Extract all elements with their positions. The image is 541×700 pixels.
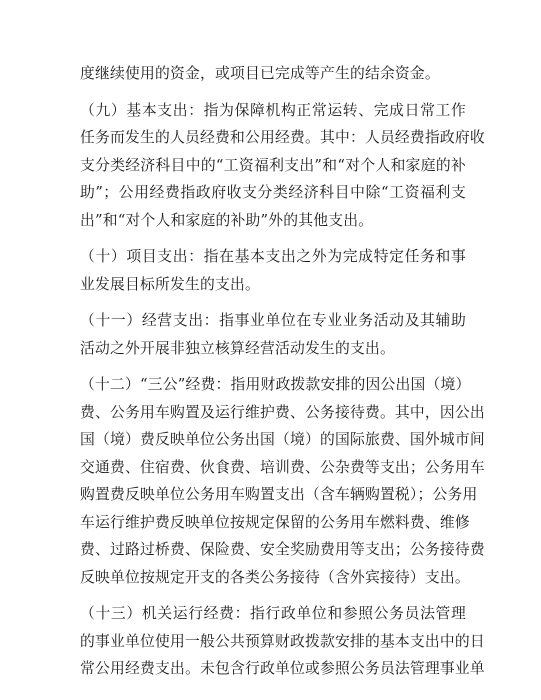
paragraph-basic-expenditure — [80, 97, 485, 235]
paragraph-three-public-expenses — [80, 371, 485, 591]
text-line: 费、公务用车购置及运行维护费、公务接待费。其中，因公出 — [80, 403, 485, 421]
text-line: 任务而发生的人员经费和公用经费。其中：人员经费指政府收 — [80, 129, 485, 146]
text-line: 活动之外开展非独立核算经营活动发生的支出。 — [80, 339, 395, 357]
text-line: （十二）“三公”经费：指用财政拨款安排的因公出国（境） — [80, 376, 471, 393]
text-line: （九）基本支出：指为保障机构正常运转、完成日常工作 — [80, 101, 466, 119]
text-line: 的事业单位使用一般公共预算财政拨款安排的基本支出中的日 — [80, 632, 485, 650]
paragraph-project-expenditure — [80, 243, 466, 298]
text-line: （十三）机关运行经费：指行政单位和参照公务员法管理 — [80, 605, 466, 622]
text-line: （十）项目支出：指在基本支出之外为完成特定任务和事 — [80, 248, 466, 265]
text-line: 反映单位按规定开支的各类公务接待（含外宾接待）支出。 — [80, 568, 470, 586]
text-line: 国（境）费反映单位公务出国（境）的国际旅费、国外城市间 — [80, 431, 485, 448]
text-line: 业发展目标所发生的支出。 — [80, 275, 260, 293]
text-line: （十一）经营支出：指事业单位在专业业务活动及其辅助 — [80, 312, 466, 329]
text-line: 支分类经济科目中的“工资福利支出”和“对个人和家庭的补 — [80, 156, 466, 174]
text-line: 购置费反映单位公务用车购置支出（含车辆购置税）；公务用 — [80, 486, 478, 503]
text-line: 常公用经费支出。未包含行政单位或参照公务员法管理事业单 — [80, 660, 485, 677]
text-line: 度继续使用的资金，或项目已完成等产生的结余资金。 — [80, 65, 440, 82]
text-line: 出”和“对个人和家庭的补助”外的其他支出。 — [80, 211, 374, 229]
paragraph-operating-expenditure — [80, 307, 466, 362]
document-body — [80, 60, 485, 683]
text-line: 费、过路过桥费、保险费、安全奖励费用等支出；公务接待费 — [80, 541, 485, 558]
text-line: 车运行维护费反映单位按规定保留的公务用车燃料费、维修 — [80, 513, 470, 531]
paragraph-continuation — [80, 60, 466, 88]
text-line: 助”；公用经费指政府收支分类经济科目中除“工资福利支 — [80, 184, 466, 201]
paragraph-agency-operating-costs — [80, 600, 485, 683]
text-line: 交通费、住宿费、伙食费、培训费、公杂费等支出；公务用车 — [80, 458, 485, 476]
